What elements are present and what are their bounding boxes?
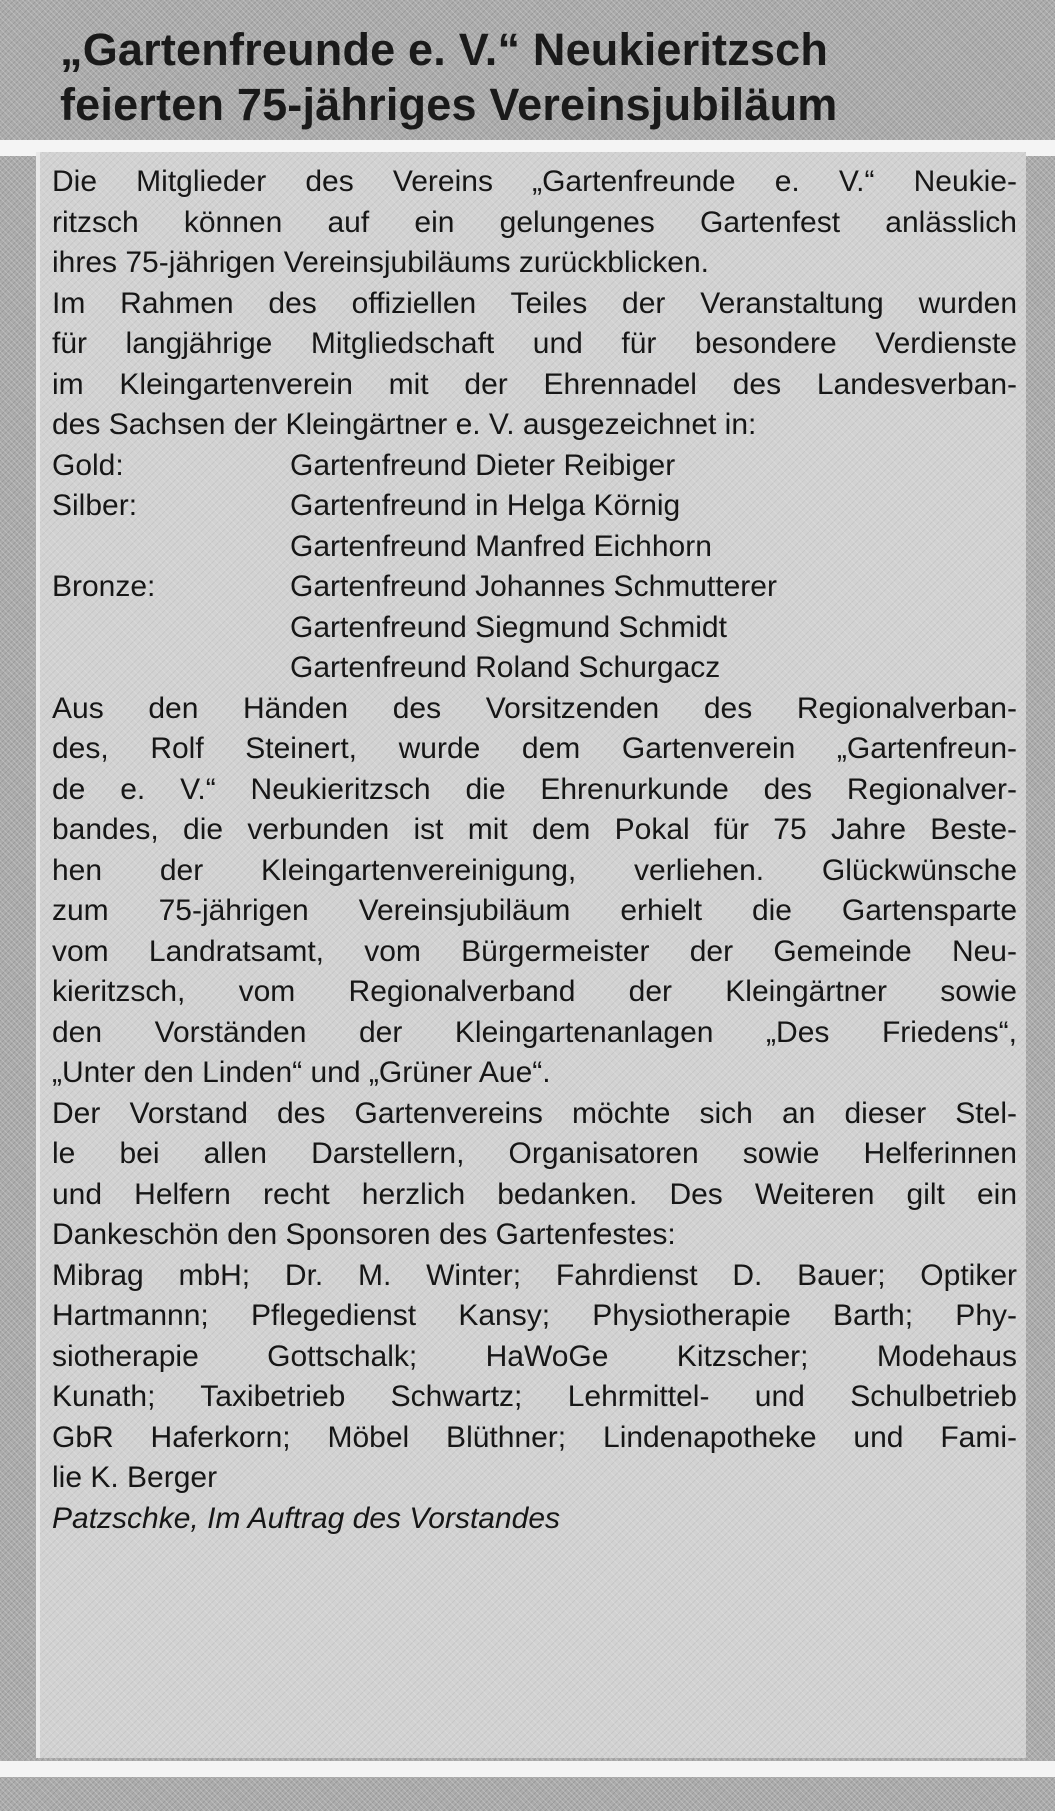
text-line: und Helfern recht herzlich bedanken. Des Weiteren gilt ein [52,1177,1017,1211]
text-line: kieritzsch, vom Regionalverband der Kleingärtner sowie [52,975,1017,1008]
text-line: zum 75-jährigen Vereinsjubiläum erhielt die Gartensparte [52,894,1017,927]
award-recipient: Gartenfreund Dieter Reibiger [290,448,676,482]
text-line: de e. V.“ Neukieritzsch die Ehrenurkunde des Regionalver- [52,772,1017,806]
regional-paragraph [52,689,1017,1094]
awards-list [52,446,1017,689]
text-line: „Unter den Linden“ und „Grüner Aue“. [52,1056,551,1089]
text-line: lie K. Berger [52,1461,218,1494]
honors-paragraph [52,284,1017,446]
text-line: ihres 75-jährigen Vereinsjubiläums zurückblicken. [52,246,709,279]
thanks-paragraph [52,1094,1017,1256]
award-row-silver [52,486,1017,527]
award-recipient: Gartenfreund Manfred Eichhorn [290,529,712,563]
text-line: im Kleingartenverein mit der Ehrennadel des Landesverban- [52,367,1017,401]
text-line: des Sachsen der Kleingärtner e. V. ausgezeichnet in: [52,408,757,441]
award-level [52,648,290,689]
text-line: den Vorständen der Kleingartenanlagen „Des Friedens“, [52,1015,1017,1049]
text-line: Dankeschön den Sponsoren des Gartenfestes: [52,1218,676,1251]
text-line: Im Rahmen des offiziellen Teiles der Veranstaltung wurden [52,286,1017,320]
award-recipient: Gartenfreund in Helga Körnig [290,489,681,522]
award-row-gold [52,446,1017,487]
sponsors-list [52,1256,1017,1499]
award-recipient: Gartenfreund Roland Schurgacz [290,651,721,684]
text-line: siotherapie Gottschalk; HaWoGe Kitzscher; Modehaus [52,1339,1017,1373]
award-level: Gold: [52,448,124,482]
text-line: Kunath; Taxibetrieb Schwartz; Lehrmittel- und Schulbetrieb [52,1380,1017,1413]
award-level: Silber: [52,489,138,522]
award-recipient: Gartenfreund Johannes Schmutterer [290,570,777,603]
headline-line-2: feierten 75-jähriges Vereinsjubiläum [60,79,838,130]
text-line: Mibrag mbH; Dr. M. Winter; Fahrdienst D. Bauer; Optiker [52,1258,1017,1292]
award-row-bronze [52,608,1017,649]
article-body [52,162,1017,1539]
text-line: für langjährige Mitgliedschaft und für besondere Verdienste [52,327,1017,360]
footer-divider [0,1761,1055,1777]
text-line: GbR Haferkorn; Möbel Blüthner; Lindenapotheke und Fami- [52,1420,1017,1454]
article-headline [60,22,1040,132]
text-line: le bei allen Darstellern, Organisatoren sowie Helferinnen [52,1137,1017,1170]
headline-line-1: „Gartenfreunde e. V.“ Neukieritzsch [60,24,829,75]
text-line: ritzsch können auf ein gelungenes Gartenfest anlässlich [52,205,1017,239]
text-line: vom Landratsamt, vom Bürgermeister der Gemeinde Neu- [52,934,1017,968]
text-line: Die Mitglieder des Vereins „Gartenfreunde e. V.“ Neukie- [52,165,1017,198]
award-level [52,608,290,649]
text-line: bandes, die verbunden ist mit dem Pokal für 75 Jahre Beste- [52,813,1017,846]
award-row-bronze [52,567,1017,608]
text-line: Der Vorstand des Gartenvereins möchte sich an dieser Stel- [52,1096,1017,1130]
article-signature: Patzschke, Im Auftrag des Vorstandes [52,1501,561,1535]
award-level: Bronze: [52,570,156,603]
award-row-silver [52,527,1017,568]
text-line: des, Rolf Steinert, wurde dem Gartenverein „Gartenfreun- [52,732,1017,765]
award-recipient: Gartenfreund Siegmund Schmidt [290,610,727,644]
award-level [52,527,290,568]
text-line: Hartmannn; Pflegedienst Kansy; Physiotherapie Barth; Phy- [52,1299,1017,1332]
award-row-bronze [52,648,1017,689]
intro-paragraph [52,162,1017,284]
text-line: Aus den Händen des Vorsitzenden des Regionalverban- [52,691,1017,725]
text-line: hen der Kleingartenvereinigung, verliehen. Glückwünsche [52,853,1017,887]
